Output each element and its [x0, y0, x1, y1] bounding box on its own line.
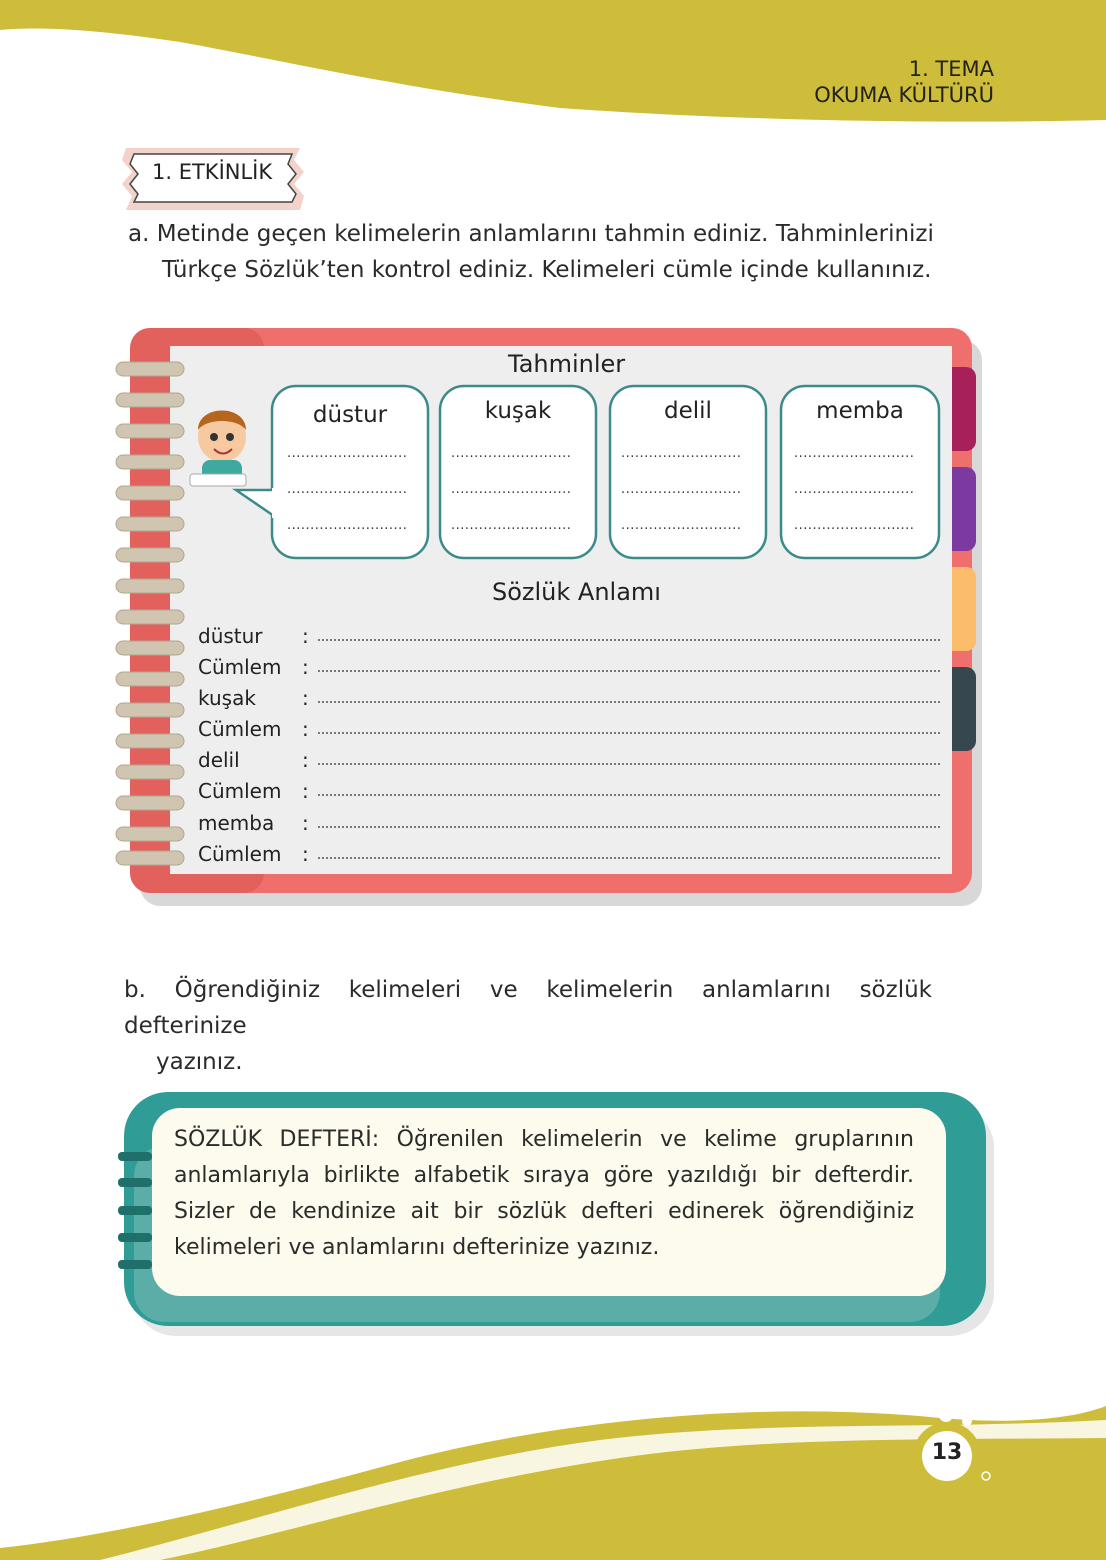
guess-line[interactable]: .......................... — [451, 482, 572, 497]
theme-header — [814, 56, 994, 108]
guess-line[interactable]: .......................... — [621, 446, 742, 461]
dictionary-row — [198, 620, 940, 651]
answer-line[interactable] — [318, 732, 940, 734]
guess-word-kusak: kuşak — [484, 398, 552, 424]
guess-line[interactable]: .......................... — [451, 446, 572, 461]
instruction-b-line1: b. Öğrendiğiniz kelimeleri ve kelimelerin anlamlarını sözlük defterinize — [124, 977, 932, 1039]
guess-line[interactable]: .......................... — [621, 518, 742, 533]
dictionary-row-label: Cümlem — [198, 717, 282, 741]
instruction-b — [124, 972, 932, 1080]
page-number: 13 — [931, 1440, 963, 1465]
colon: : — [302, 748, 309, 772]
colon: : — [302, 779, 309, 803]
dictionary-row-label: delil — [198, 748, 240, 772]
dictionary-title: Sözlük Anlamı — [492, 578, 661, 606]
answer-line[interactable] — [318, 670, 940, 672]
dictionary-row — [198, 713, 940, 744]
guess-line[interactable]: .......................... — [287, 482, 408, 497]
dictionary-row-label: düstur — [198, 624, 263, 648]
guess-word-memba: memba — [816, 398, 904, 424]
colon: : — [302, 842, 309, 866]
instruction-a-line1: a. Metinde geçen kelimelerin anlamlarını tahmin ediniz. Tahminlerinizi — [128, 221, 934, 247]
activity-label: 1. ETKİNLİK — [152, 160, 273, 184]
dictionary-row — [198, 807, 940, 838]
guess-word-delil: delil — [664, 398, 712, 424]
answer-line[interactable] — [318, 826, 940, 828]
instruction-a — [128, 216, 940, 288]
colon: : — [302, 686, 309, 710]
answer-line[interactable] — [318, 763, 940, 765]
colon: : — [302, 811, 309, 835]
guess-line[interactable]: .......................... — [794, 518, 915, 533]
answer-line[interactable] — [318, 701, 940, 703]
instruction-b-line2: yazınız. — [156, 1049, 243, 1075]
answer-line[interactable] — [318, 794, 940, 796]
answer-line[interactable] — [318, 857, 940, 859]
dictionary-row-label: Cümlem — [198, 779, 282, 803]
theme-number: 1. TEMA — [908, 57, 994, 81]
dictionary-row-label: kuşak — [198, 686, 256, 710]
guess-line[interactable]: .......................... — [451, 518, 572, 533]
theme-name: OKUMA KÜLTÜRÜ — [814, 83, 994, 107]
dictionary-notebook-note: SÖZLÜK DEFTERİ: Öğrenilen kelimelerin ve kelime gruplarının anlamlarıyla birlikte alfabetik sıraya göre yazıldığı bir defterdir. Sizler de kendinize ait bir sözlük defteri edinerek öğrendiğiniz kelimeleri ve anlamlarını defterinize yazınız. — [174, 1127, 914, 1260]
dictionary-row-label: memba — [198, 811, 275, 835]
dictionary-row — [198, 775, 940, 806]
colon: : — [302, 717, 309, 741]
guess-line[interactable]: .......................... — [287, 446, 408, 461]
guess-line[interactable]: .......................... — [621, 482, 742, 497]
guess-line[interactable]: .......................... — [794, 482, 915, 497]
instruction-a-line2: Türkçe Sözlük’ten kontrol ediniz. Kelimeleri cümle içinde kullanınız. — [162, 257, 932, 283]
dictionary-row — [198, 744, 940, 775]
guess-line[interactable]: .......................... — [794, 446, 915, 461]
dictionary-row — [198, 838, 940, 869]
colon: : — [302, 624, 309, 648]
colon: : — [302, 655, 309, 679]
answer-line[interactable] — [318, 639, 940, 641]
dictionary-row — [198, 651, 940, 682]
guess-title: Tahminler — [508, 350, 626, 378]
dictionary-row-label: Cümlem — [198, 655, 282, 679]
dictionary-row — [198, 682, 940, 713]
guess-word-dustur: düstur — [312, 402, 388, 428]
guess-line[interactable]: .......................... — [287, 518, 408, 533]
dictionary-row-label: Cümlem — [198, 842, 282, 866]
